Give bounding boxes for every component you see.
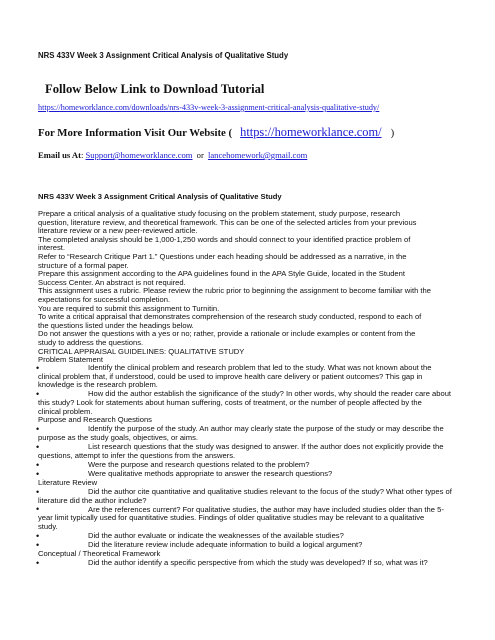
question-item: How did the author establish the significance of the study? In other words, why should the reader care about [88,389,452,399]
body-line: interest. [38,243,66,253]
body-line: the questions listed under the headings below. [38,320,194,330]
gmail-email-link[interactable]: lancehomework@gmail.com [207,150,308,160]
body-line: Success Center. An abstract is not required. [38,277,186,287]
body-line: To write a critical appraisal that demonstrates comprehension of the research study conducted, respond to each of [38,312,422,322]
tutorial-link[interactable]: https://homeworklance.com/downloads/nrs-433v-week-3-assignment-critical-analysis-qualitative-study/ [38,103,380,112]
body-line: This assignment uses a rubric. Please review the rubric prior to beginning the assignment to become familiar with the [38,286,431,296]
question-item: Did the author cite quantitative and qualitative studies relevant to the focus of the study? What other types of [88,487,452,496]
body-line: study to address the questions. [38,337,144,347]
support-email-link[interactable]: Support@homeworklance.com [85,150,193,160]
bullet-glyph: • [36,459,40,470]
question-item-continued: literature did the author include? [38,495,147,505]
question-item-continued: purpose as the study goals, objectives, or aims. [38,433,198,442]
body-line: Prepare a critical analysis of a qualitative study focusing on the problem statement, study purpose, research [38,209,401,218]
body-line: The completed analysis should be 1,000-1,250 words and should connect to your identified practice problem of [38,234,411,244]
question-item-continued: year limit typically used for quantitative studies. Findings of older qualitative studies may be relevant to a qualitative [38,513,425,523]
follow-link-heading: Follow Below Link to Download Tutorial [45,82,265,96]
body-line: You are required to submit this assignment to Turnitin. [38,303,220,313]
bullet-glyph: • [36,486,40,497]
question-item-continued: Literature Review [38,477,98,487]
more-info-close: ) [390,127,395,139]
email-colon: : [80,150,84,160]
body-line: Problem Statement [38,355,103,365]
bullet-glyph: • [36,504,40,515]
bullet-glyph: • [36,530,40,541]
bullet-glyph: • [36,539,40,550]
question-item-continued: Purpose and Research Questions [38,415,152,425]
question-item: Identify the purpose of the study. An author may clearly state the purpose of the study or may describe the [88,424,444,434]
body-line: Refer to “Research Critique Part 1.” Questions under each heading should be addressed as a narrative, in the [38,251,407,261]
question-item-continued: Conceptual / Theoretical Framework [38,549,161,558]
body-line: structure of a formal paper. [38,260,129,270]
website-link[interactable]: https://homeworklance.com/ [240,125,382,139]
body-line: question, literature review, and theoretical framework. This can be one of the selected articles from your previous [38,217,417,227]
body-paragraphs [38,210,478,365]
bullet-glyph: • [36,441,40,452]
bullet-glyph: • [36,468,40,479]
question-item-continued: clinical problem. [38,406,93,416]
body-line: Prepare this assignment according to the APA guidelines found in the APA Style Guide, located in the Student [38,269,405,279]
question-item: Did the author identify a specific perspective from which the study was developed? If so, what was it? [88,558,428,568]
question-item: List research questions that the study was designed to answer. If the author does not explicitly provide the [88,442,444,452]
question-item: Did the literature review include adequate information to build a logical argument? [88,540,363,550]
question-item: Were the purpose and research questions related to the problem? [88,460,310,469]
body-line: literature review or a new peer-reviewed article. [38,226,198,236]
email-line [38,150,307,160]
more-info-line [38,123,394,141]
doc-title: NRS 433V Week 3 Assignment Critical Analysis of Qualitative Study [38,51,289,60]
question-item: Identify the clinical problem and research problem that led to the study. What was not known about the [88,363,432,372]
question-item: Were qualitative methods appropriate to answer the research questions? [88,469,333,479]
bullet-glyph: • [36,362,40,373]
body-line: Do not answer the questions with a yes or no; rather, provide a rationale or include examples or content from the [38,329,416,339]
question-item-continued: clinical problem that, if understood, could be used to improve health care delivery or patient outcomes? This gap in [38,371,423,381]
question-item: Are the references current? For qualitative studies, the author may have included studies older than the 5- [88,504,444,514]
bullet-glyph: • [36,388,40,399]
email-label: Email us At [38,150,81,160]
bullet-glyph: • [36,423,40,434]
question-item-continued: study. [38,522,58,531]
bullet-glyph: • [36,557,40,568]
question-item-continued: this study? Look for statements about human suffering, costs of treatment, or the number of people affected by the [38,398,422,407]
body-title: NRS 433V Week 3 Assignment Critical Analysis of Qualitative Study [38,192,282,201]
question-item-continued: questions, attempt to infer the questions from the answers. [38,450,236,460]
more-info-label: For More Information Visit Our Website ( [38,127,233,139]
email-or: or [196,150,204,160]
question-item-continued: knowledge is the research problem. [38,380,158,390]
body-line: CRITICAL APPRAISAL GUIDELINES: QUALITATIVE STUDY [38,346,245,356]
question-item: Did the author evaluate or indicate the weaknesses of the available studies? [88,531,344,541]
body-line: expectations for successful completion. [38,294,171,304]
